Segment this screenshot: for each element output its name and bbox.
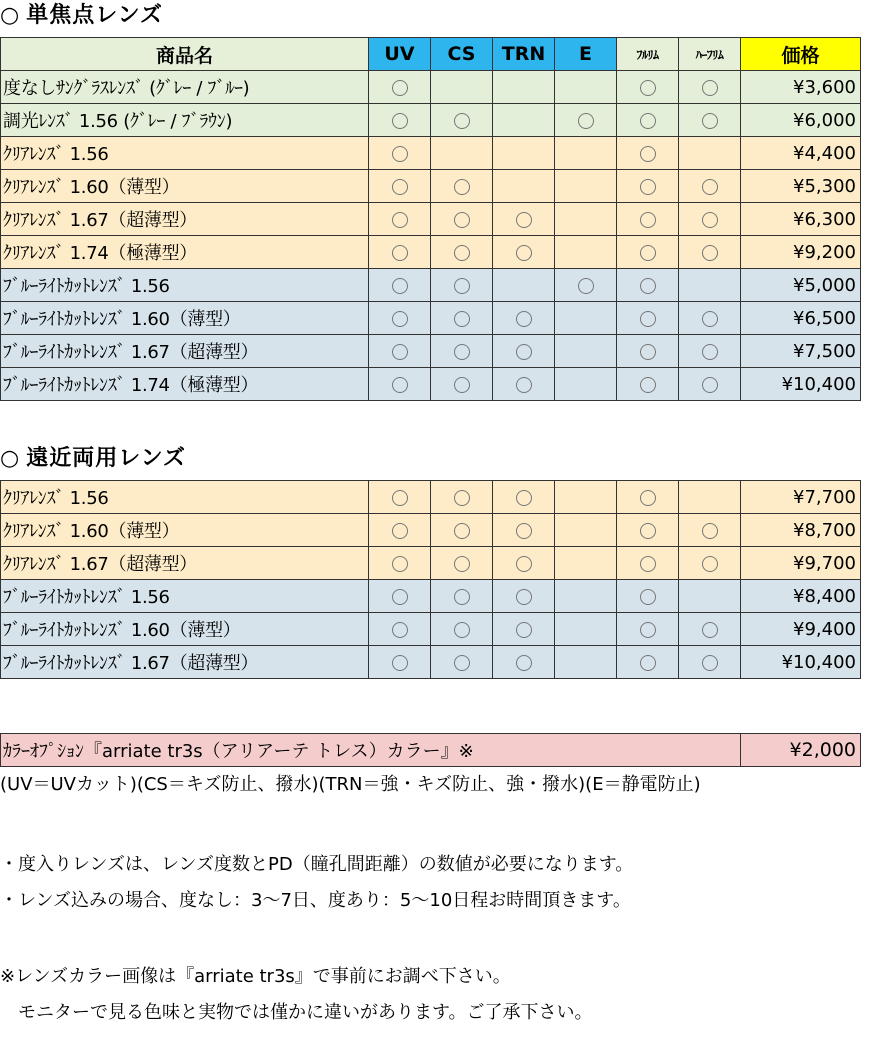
circle-mark-icon [392, 490, 408, 506]
price-cell: ¥6,500 [741, 302, 861, 335]
feature-cell-cs [431, 646, 493, 679]
price-cell: ¥10,400 [741, 646, 861, 679]
feature-cell-ﾌﾙﾘﾑ [617, 646, 679, 679]
feature-cell-trn [493, 613, 555, 646]
feature-cell-trn [493, 646, 555, 679]
feature-cell-uv [369, 137, 431, 170]
circle-mark-icon [640, 245, 656, 261]
feature-cell-uv [369, 335, 431, 368]
feature-cell-ﾌﾙﾘﾑ [617, 335, 679, 368]
product-name-cell: ｸﾘｱﾚﾝｽﾞ 1.67（超薄型） [1, 203, 369, 236]
footnote-color-image: ※レンズカラー画像は『arriate tr3s』で事前にお調べ下さい。 [0, 966, 511, 987]
circle-mark-icon [454, 311, 470, 327]
product-name-cell: ｸﾘｱﾚﾝｽﾞ 1.67（超薄型） [1, 547, 369, 580]
feature-cell-ﾊｰﾌﾘﾑ [679, 104, 741, 137]
product-name-cell: ｸﾘｱﾚﾝｽﾞ 1.60（薄型） [1, 170, 369, 203]
circle-mark-icon [454, 523, 470, 539]
feature-cell-ﾊｰﾌﾘﾑ [679, 203, 741, 236]
feature-cell-ﾌﾙﾘﾑ [617, 203, 679, 236]
feature-cell-ﾌﾙﾘﾑ [617, 104, 679, 137]
table-row [1, 514, 861, 547]
feature-cell-ﾌﾙﾘﾑ [617, 481, 679, 514]
feature-cell-trn [493, 302, 555, 335]
feature-cell-cs [431, 302, 493, 335]
feature-cell-trn [493, 335, 555, 368]
product-name-cell: ｸﾘｱﾚﾝｽﾞ 1.60（薄型） [1, 514, 369, 547]
price-cell: ¥5,000 [741, 269, 861, 302]
feature-cell-e [555, 613, 617, 646]
table-row [1, 302, 861, 335]
feature-cell-trn [493, 236, 555, 269]
feature-cell-uv [369, 547, 431, 580]
circle-mark-icon [702, 344, 718, 360]
feature-cell-cs [431, 613, 493, 646]
feature-cell-cs [431, 170, 493, 203]
feature-cell-ﾌﾙﾘﾑ [617, 236, 679, 269]
feature-cell-cs [431, 514, 493, 547]
feature-cell-e [555, 580, 617, 613]
table-header-row [1, 38, 861, 71]
price-cell: ¥8,700 [741, 514, 861, 547]
price-cell: ¥6,000 [741, 104, 861, 137]
price-cell: ¥6,300 [741, 203, 861, 236]
table-row [1, 646, 861, 679]
table-row [1, 580, 861, 613]
note-delivery-time: ・レンズ込みの場合、度なし：3〜7日、度あり：5〜10日程お時間頂きます。 [0, 890, 631, 911]
circle-mark-icon [392, 655, 408, 671]
table-row [1, 104, 861, 137]
header-product-name: 商品名 [1, 38, 369, 71]
product-name-cell: ｸﾘｱﾚﾝｽﾞ 1.56 [1, 481, 369, 514]
feature-cell-ﾊｰﾌﾘﾑ [679, 580, 741, 613]
price-cell: ¥9,700 [741, 547, 861, 580]
feature-cell-ﾌﾙﾘﾑ [617, 514, 679, 547]
feature-cell-ﾊｰﾌﾘﾑ [679, 646, 741, 679]
feature-cell-uv [369, 646, 431, 679]
feature-cell-cs [431, 269, 493, 302]
feature-cell-cs [431, 203, 493, 236]
circle-mark-icon [640, 278, 656, 294]
product-name-cell: ﾌﾞﾙｰﾗｲﾄｶｯﾄﾚﾝｽﾞ 1.67（超薄型） [1, 335, 369, 368]
feature-cell-uv [369, 104, 431, 137]
feature-cell-e [555, 514, 617, 547]
feature-cell-e [555, 137, 617, 170]
feature-cell-trn [493, 269, 555, 302]
circle-mark-icon [516, 311, 532, 327]
circle-mark-icon [516, 490, 532, 506]
circle-mark-icon [702, 556, 718, 572]
feature-cell-trn [493, 71, 555, 104]
feature-cell-ﾌﾙﾘﾑ [617, 269, 679, 302]
circle-mark-icon [454, 179, 470, 195]
feature-cell-cs [431, 71, 493, 104]
feature-cell-ﾌﾙﾘﾑ [617, 547, 679, 580]
table-row [1, 137, 861, 170]
table-row [1, 170, 861, 203]
feature-cell-e [555, 71, 617, 104]
circle-mark-icon [702, 245, 718, 261]
feature-cell-e [555, 646, 617, 679]
feature-cell-ﾌﾙﾘﾑ [617, 71, 679, 104]
circle-mark-icon [454, 655, 470, 671]
feature-cell-uv [369, 170, 431, 203]
section-title-single [0, 0, 163, 32]
circle-mark-icon [454, 344, 470, 360]
feature-cell-ﾌﾙﾘﾑ [617, 170, 679, 203]
circle-mark-icon [516, 556, 532, 572]
circle-mark-icon [702, 80, 718, 96]
circle-mark-icon [702, 622, 718, 638]
feature-cell-e [555, 547, 617, 580]
feature-cell-trn [493, 104, 555, 137]
feature-cell-ﾊｰﾌﾘﾑ [679, 71, 741, 104]
feature-cell-ﾊｰﾌﾘﾑ [679, 514, 741, 547]
section-bullet: ○ [0, 3, 21, 28]
product-name-cell: ｸﾘｱﾚﾝｽﾞ 1.74（極薄型） [1, 236, 369, 269]
table-row [1, 481, 861, 514]
product-name-cell: ﾌﾞﾙｰﾗｲﾄｶｯﾄﾚﾝｽﾞ 1.56 [1, 269, 369, 302]
feature-cell-uv [369, 368, 431, 401]
circle-mark-icon [516, 377, 532, 393]
circle-mark-icon [454, 113, 470, 129]
circle-mark-icon [516, 245, 532, 261]
price-cell: ¥7,500 [741, 335, 861, 368]
circle-mark-icon [640, 179, 656, 195]
circle-mark-icon [454, 490, 470, 506]
feature-cell-cs [431, 368, 493, 401]
circle-mark-icon [392, 245, 408, 261]
circle-mark-icon [516, 622, 532, 638]
circle-mark-icon [640, 146, 656, 162]
table-row [1, 368, 861, 401]
price-cell: ¥10,400 [741, 368, 861, 401]
circle-mark-icon [454, 377, 470, 393]
feature-cell-uv [369, 71, 431, 104]
feature-cell-uv [369, 613, 431, 646]
single-vision-lens-table [0, 37, 861, 401]
product-name-cell: ｸﾘｱﾚﾝｽﾞ 1.56 [1, 137, 369, 170]
feature-cell-cs [431, 580, 493, 613]
circle-mark-icon [392, 377, 408, 393]
circle-mark-icon [640, 523, 656, 539]
circle-mark-icon [454, 622, 470, 638]
circle-mark-icon [516, 589, 532, 605]
header-price: 価格 [741, 38, 861, 71]
product-name-cell: 調光ﾚﾝｽﾞ 1.56 (ｸﾞﾚｰ / ﾌﾞﾗｳﾝ) [1, 104, 369, 137]
circle-mark-icon [640, 212, 656, 228]
feature-cell-ﾊｰﾌﾘﾑ [679, 368, 741, 401]
table-row [1, 71, 861, 104]
circle-mark-icon [516, 344, 532, 360]
circle-mark-icon [702, 212, 718, 228]
feature-cell-ﾊｰﾌﾘﾑ [679, 481, 741, 514]
feature-cell-e [555, 104, 617, 137]
abbreviation-legend: (UV＝UVカット)(CS＝キズ防止、撥水)(TRN＝強・キズ防止、強・撥水)(E＝静電防止) [0, 774, 701, 795]
feature-cell-cs [431, 104, 493, 137]
header-trn: TRN [493, 38, 555, 71]
header-half-rim: ﾊｰﾌﾘﾑ [679, 38, 741, 71]
feature-cell-e [555, 203, 617, 236]
product-name-cell: ﾌﾞﾙｰﾗｲﾄｶｯﾄﾚﾝｽﾞ 1.60（薄型） [1, 302, 369, 335]
feature-cell-uv [369, 302, 431, 335]
table-row [1, 613, 861, 646]
feature-cell-ﾌﾙﾘﾑ [617, 368, 679, 401]
feature-cell-e [555, 335, 617, 368]
section-title-text: 単焦点レンズ [26, 3, 163, 28]
circle-mark-icon [454, 212, 470, 228]
price-cell: ¥4,400 [741, 137, 861, 170]
feature-cell-e [555, 170, 617, 203]
circle-mark-icon [392, 311, 408, 327]
table-row [1, 236, 861, 269]
circle-mark-icon [392, 113, 408, 129]
feature-cell-uv [369, 481, 431, 514]
circle-mark-icon [640, 80, 656, 96]
feature-cell-e [555, 481, 617, 514]
feature-cell-ﾊｰﾌﾘﾑ [679, 269, 741, 302]
feature-cell-trn [493, 137, 555, 170]
circle-mark-icon [702, 113, 718, 129]
footnote-color-difference: モニターで見る色味と実物では僅かに違いがあります。ご了承下さい。 [0, 1002, 593, 1023]
circle-mark-icon [578, 113, 594, 129]
feature-cell-ﾊｰﾌﾘﾑ [679, 302, 741, 335]
circle-mark-icon [392, 179, 408, 195]
feature-cell-trn [493, 170, 555, 203]
circle-mark-icon [640, 556, 656, 572]
circle-mark-icon [578, 278, 594, 294]
circle-mark-icon [640, 622, 656, 638]
circle-mark-icon [702, 179, 718, 195]
feature-cell-cs [431, 547, 493, 580]
feature-cell-ﾌﾙﾘﾑ [617, 302, 679, 335]
table-row [1, 203, 861, 236]
feature-cell-cs [431, 335, 493, 368]
section-title-progressive [0, 443, 186, 475]
price-cell: ¥9,200 [741, 236, 861, 269]
circle-mark-icon [640, 377, 656, 393]
circle-mark-icon [392, 80, 408, 96]
table-row [1, 547, 861, 580]
header-e: E [555, 38, 617, 71]
circle-mark-icon [454, 556, 470, 572]
feature-cell-e [555, 269, 617, 302]
feature-cell-cs [431, 481, 493, 514]
circle-mark-icon [640, 311, 656, 327]
feature-cell-trn [493, 481, 555, 514]
circle-mark-icon [392, 344, 408, 360]
feature-cell-uv [369, 580, 431, 613]
feature-cell-ﾊｰﾌﾘﾑ [679, 236, 741, 269]
circle-mark-icon [640, 655, 656, 671]
feature-cell-e [555, 302, 617, 335]
section-title-text: 遠近両用レンズ [26, 446, 186, 471]
price-cell: ¥8,400 [741, 580, 861, 613]
feature-cell-trn [493, 368, 555, 401]
progressive-lens-table [0, 480, 861, 679]
circle-mark-icon [392, 589, 408, 605]
feature-cell-ﾌﾙﾘﾑ [617, 137, 679, 170]
circle-mark-icon [392, 622, 408, 638]
feature-cell-ﾊｰﾌﾘﾑ [679, 335, 741, 368]
price-cell: ¥5,300 [741, 170, 861, 203]
price-cell: ¥9,400 [741, 613, 861, 646]
feature-cell-e [555, 236, 617, 269]
product-name-cell: ﾌﾞﾙｰﾗｲﾄｶｯﾄﾚﾝｽﾞ 1.56 [1, 580, 369, 613]
circle-mark-icon [454, 245, 470, 261]
feature-cell-e [555, 368, 617, 401]
feature-cell-ﾊｰﾌﾘﾑ [679, 613, 741, 646]
product-name-cell: 度なしｻﾝｸﾞﾗｽﾚﾝｽﾞ (ｸﾞﾚｰ / ﾌﾞﾙｰ) [1, 71, 369, 104]
circle-mark-icon [392, 278, 408, 294]
feature-cell-trn [493, 547, 555, 580]
header-uv: UV [369, 38, 431, 71]
circle-mark-icon [516, 212, 532, 228]
feature-cell-uv [369, 203, 431, 236]
circle-mark-icon [640, 113, 656, 129]
feature-cell-trn [493, 203, 555, 236]
table-row [1, 335, 861, 368]
circle-mark-icon [454, 589, 470, 605]
circle-mark-icon [516, 655, 532, 671]
feature-cell-ﾊｰﾌﾘﾑ [679, 170, 741, 203]
table-row [1, 269, 861, 302]
color-option-table [0, 733, 861, 767]
product-name-cell: ﾌﾞﾙｰﾗｲﾄｶｯﾄﾚﾝｽﾞ 1.67（超薄型） [1, 646, 369, 679]
feature-cell-uv [369, 514, 431, 547]
circle-mark-icon [392, 556, 408, 572]
circle-mark-icon [702, 311, 718, 327]
product-name-cell: ﾌﾞﾙｰﾗｲﾄｶｯﾄﾚﾝｽﾞ 1.74（極薄型） [1, 368, 369, 401]
feature-cell-ﾊｰﾌﾘﾑ [679, 137, 741, 170]
circle-mark-icon [640, 490, 656, 506]
feature-cell-uv [369, 236, 431, 269]
feature-cell-ﾌﾙﾘﾑ [617, 613, 679, 646]
color-option-name: ｶﾗｰｵﾌﾟｼｮﾝ『arriate tr3s（アリアーテ トレス）カラー』※ [1, 734, 741, 767]
price-cell: ¥7,700 [741, 481, 861, 514]
circle-mark-icon [516, 523, 532, 539]
feature-cell-trn [493, 580, 555, 613]
header-cs: CS [431, 38, 493, 71]
circle-mark-icon [392, 523, 408, 539]
circle-mark-icon [640, 589, 656, 605]
product-name-cell: ﾌﾞﾙｰﾗｲﾄｶｯﾄﾚﾝｽﾞ 1.60（薄型） [1, 613, 369, 646]
feature-cell-cs [431, 137, 493, 170]
circle-mark-icon [392, 146, 408, 162]
price-cell: ¥3,600 [741, 71, 861, 104]
circle-mark-icon [702, 523, 718, 539]
circle-mark-icon [640, 344, 656, 360]
feature-cell-ﾌﾙﾘﾑ [617, 580, 679, 613]
section-bullet: ○ [0, 446, 21, 471]
feature-cell-ﾊｰﾌﾘﾑ [679, 547, 741, 580]
circle-mark-icon [392, 212, 408, 228]
circle-mark-icon [454, 278, 470, 294]
feature-cell-trn [493, 514, 555, 547]
color-option-row [1, 734, 861, 767]
note-prescription: ・度入りレンズは、レンズ度数とPD（瞳孔間距離）の数値が必要になります。 [0, 854, 634, 875]
circle-mark-icon [702, 655, 718, 671]
feature-cell-uv [369, 269, 431, 302]
circle-mark-icon [702, 377, 718, 393]
color-option-price: ¥2,000 [741, 734, 861, 767]
header-full-rim: ﾌﾙﾘﾑ [617, 38, 679, 71]
feature-cell-cs [431, 236, 493, 269]
